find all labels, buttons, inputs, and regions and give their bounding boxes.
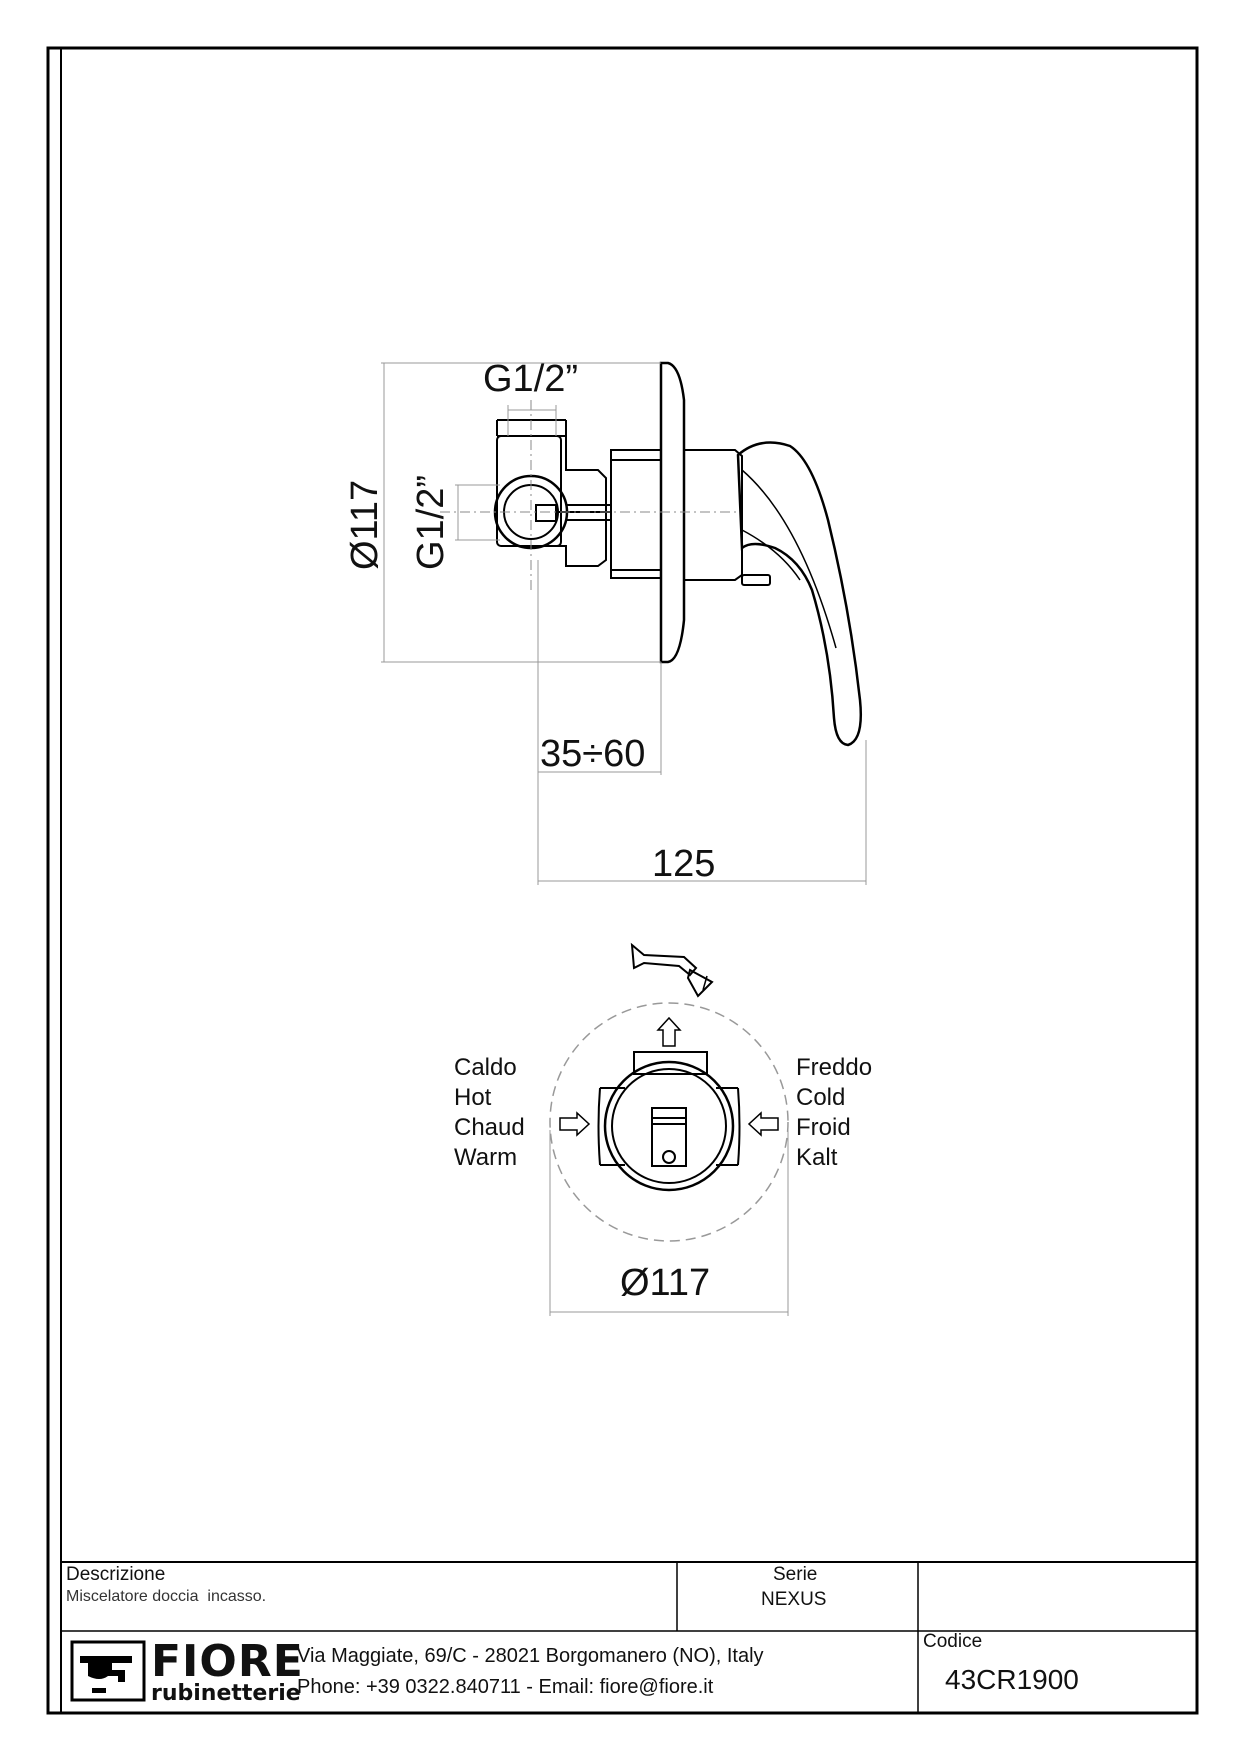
logo-faucet-icon <box>80 1656 132 1682</box>
hot-label-fr: Chaud <box>454 1114 525 1141</box>
cold-label-de: Kalt <box>796 1144 838 1171</box>
dim-length: 125 <box>652 843 716 885</box>
dim-depth: 35÷60 <box>540 733 646 775</box>
hot-inlet-arrow-icon <box>560 1113 589 1135</box>
dim-side-thread: G1/2” <box>410 474 452 570</box>
front-dim-diameter: Ø117 <box>620 1262 711 1304</box>
logo-subtext: rubinetterie <box>151 1681 301 1706</box>
cold-label-it: Freddo <box>796 1054 873 1081</box>
front-view-drawing <box>550 1003 788 1241</box>
fiore-logo <box>72 1642 144 1700</box>
series-value: NEXUS <box>761 1589 827 1610</box>
series-label: Serie <box>773 1564 818 1585</box>
code-value: 43CR1900 <box>945 1664 1079 1695</box>
hot-label-de: Warm <box>454 1144 518 1171</box>
shower-head-icon <box>632 945 712 996</box>
cold-label-fr: Froid <box>796 1114 851 1141</box>
hot-label-it: Caldo <box>454 1054 517 1081</box>
code-label: Codice <box>923 1631 983 1652</box>
cold-inlet-labels <box>796 1053 872 1173</box>
dim-plate-diameter: Ø117 <box>344 479 386 570</box>
cold-label-en: Cold <box>796 1084 846 1111</box>
description-label: Descrizione <box>66 1564 166 1585</box>
hot-inlet-labels <box>454 1053 525 1173</box>
company-address: Via Maggiate, 69/C - 28021 Borgomanero (NO), Italy <box>297 1645 764 1667</box>
side-view-dimension-lines <box>381 363 866 885</box>
hot-label-en: Hot <box>454 1084 492 1111</box>
side-view-drawing <box>495 363 861 745</box>
dim-top-thread: G1/2” <box>483 358 579 400</box>
cold-inlet-arrow-icon <box>749 1113 778 1135</box>
side-view-centerlines <box>440 400 740 590</box>
description-value: Miscelatore doccia incasso. <box>66 1588 267 1605</box>
company-contact: Phone: +39 0322.840711 - Email: fiore@fiore.it <box>297 1676 714 1698</box>
outlet-arrow-icon <box>658 1018 680 1046</box>
logo-wordmark: FIORE <box>151 1636 304 1687</box>
